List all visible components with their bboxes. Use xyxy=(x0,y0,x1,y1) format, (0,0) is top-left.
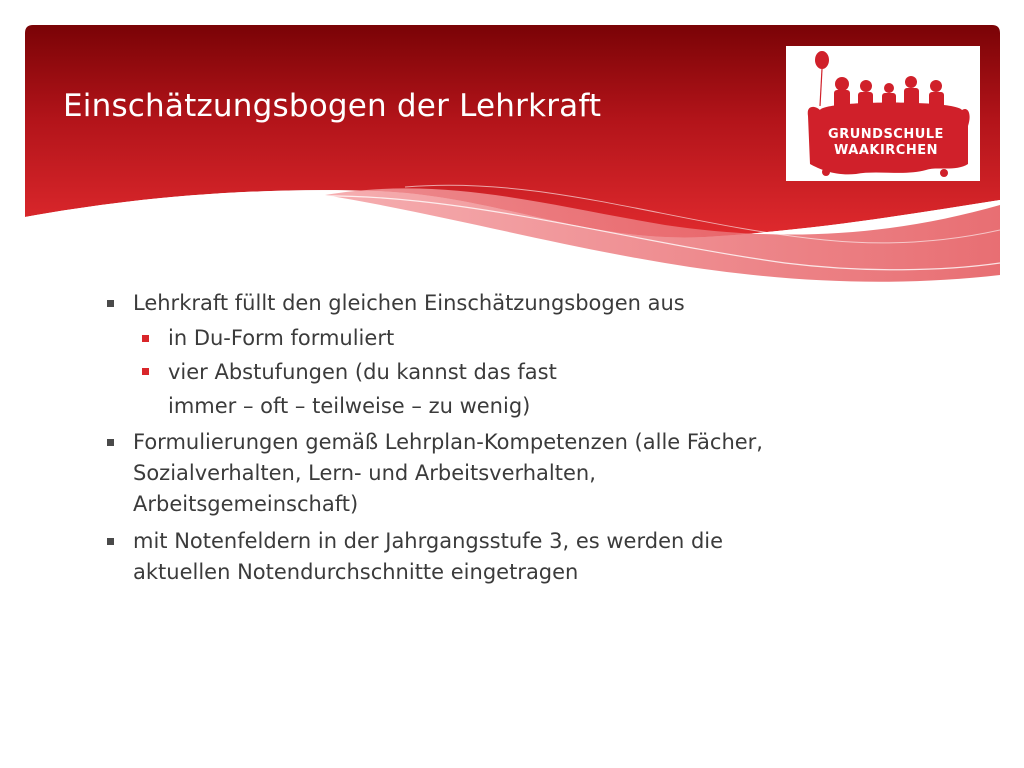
bullet-text: Arbeitsgemeinschaft) xyxy=(133,492,359,516)
slide-title: Einschätzungsbogen der Lehrkraft xyxy=(63,88,602,124)
logo-text-line1: GRUNDSCHULE xyxy=(828,127,944,142)
school-logo xyxy=(786,46,980,181)
logo-text-line2: WAAKIRCHEN xyxy=(834,143,938,158)
sub-bullet-item xyxy=(100,322,920,355)
bullet-item xyxy=(100,288,920,319)
sub-bullet-text: immer – oft – teilweise – zu wenig) xyxy=(168,394,531,418)
square-bullet-icon xyxy=(142,335,149,342)
bullet-text: Lehrkraft füllt den gleichen Einschätzungsbogen aus xyxy=(133,291,685,315)
school-logo-graphic xyxy=(786,46,980,181)
sub-bullet-item xyxy=(100,355,920,423)
square-bullet-icon xyxy=(107,538,114,545)
bullet-text: Formulierungen gemäß Lehrplan-Kompetenzen (alle Fächer, xyxy=(133,430,763,454)
bullet-list xyxy=(100,288,920,591)
square-bullet-icon xyxy=(107,439,114,446)
square-bullet-icon xyxy=(142,368,149,375)
sub-bullet-text: vier Abstufungen (du kannst das fast xyxy=(168,360,557,384)
bullet-text: Sozialverhalten, Lern- und Arbeitsverhalten, xyxy=(133,461,596,485)
bullet-text: aktuellen Notendurchschnitte eingetragen xyxy=(133,560,579,584)
sub-bullet-text: in Du-Form formuliert xyxy=(168,326,395,350)
bullet-item xyxy=(100,526,920,588)
bullet-text: mit Notenfeldern in der Jahrgangsstufe 3, es werden die xyxy=(133,529,724,553)
square-bullet-icon xyxy=(107,300,114,307)
bullet-item xyxy=(100,427,920,520)
